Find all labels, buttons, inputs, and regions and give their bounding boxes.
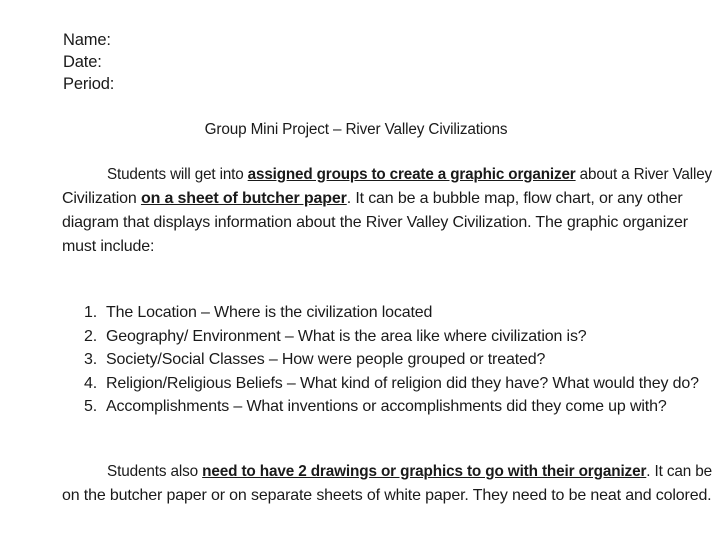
- intro-line-2-pre: Civilization: [62, 190, 141, 207]
- period-label: Period:: [63, 75, 115, 93]
- list-item: [84, 395, 699, 419]
- list-item: [84, 301, 699, 325]
- intro-line-2-post: . It can be a bubble map, flow chart, or any other: [346, 190, 683, 207]
- intro-line-1-pre: Students will get into: [107, 166, 248, 183]
- list-item-text: Geography/ Environment – What is the area like where civilization is?: [106, 327, 587, 345]
- document-title: Group Mini Project – River Valley Civilizations: [204, 121, 508, 138]
- intro-line-1-post: about a River Valley: [575, 166, 713, 183]
- list-item-number: 3.: [84, 351, 98, 368]
- list-item-text: The Location – Where is the civilization located: [106, 304, 433, 321]
- list-item-number: 5.: [84, 398, 98, 415]
- list-item-text: Society/Social Classes – How were people grouped or treated?: [106, 351, 546, 368]
- list-item-number: 4.: [84, 374, 98, 392]
- closing-line-1-post: . It can be: [646, 463, 713, 480]
- closing-line-1-emphasis: need to have 2 drawings or graphics to go with their organizer: [202, 463, 647, 480]
- intro-line-4: must include:: [62, 238, 155, 255]
- list-item-text: Religion/Religious Beliefs – What kind of religion did they have? What would they do?: [106, 374, 699, 392]
- intro-line-1: [107, 164, 712, 186]
- intro-line-3: diagram that displays information about the River Valley Civilization. The graphic organizer: [62, 214, 688, 231]
- list-item-number: 2.: [84, 327, 98, 345]
- closing-line-2: on the butcher paper or on separate sheets of white paper. They need to be neat and colored.: [62, 487, 712, 504]
- closing-line-1-pre: Students also: [107, 463, 203, 480]
- intro-line-1-emphasis: assigned groups to create a graphic organizer: [247, 166, 576, 183]
- date-label: Date:: [63, 53, 102, 71]
- list-item: [84, 372, 699, 396]
- list-item-text: Accomplishments – What inventions or accomplishments did they come up with?: [106, 398, 667, 415]
- list-item: [84, 325, 699, 349]
- list-item-number: 1.: [84, 304, 98, 321]
- closing-line-1: [107, 461, 712, 483]
- intro-line-2: [62, 188, 683, 210]
- requirements-list: [84, 301, 699, 419]
- name-label: Name:: [63, 31, 111, 49]
- intro-line-2-emphasis: on a sheet of butcher paper: [140, 190, 347, 207]
- list-item: [84, 348, 699, 372]
